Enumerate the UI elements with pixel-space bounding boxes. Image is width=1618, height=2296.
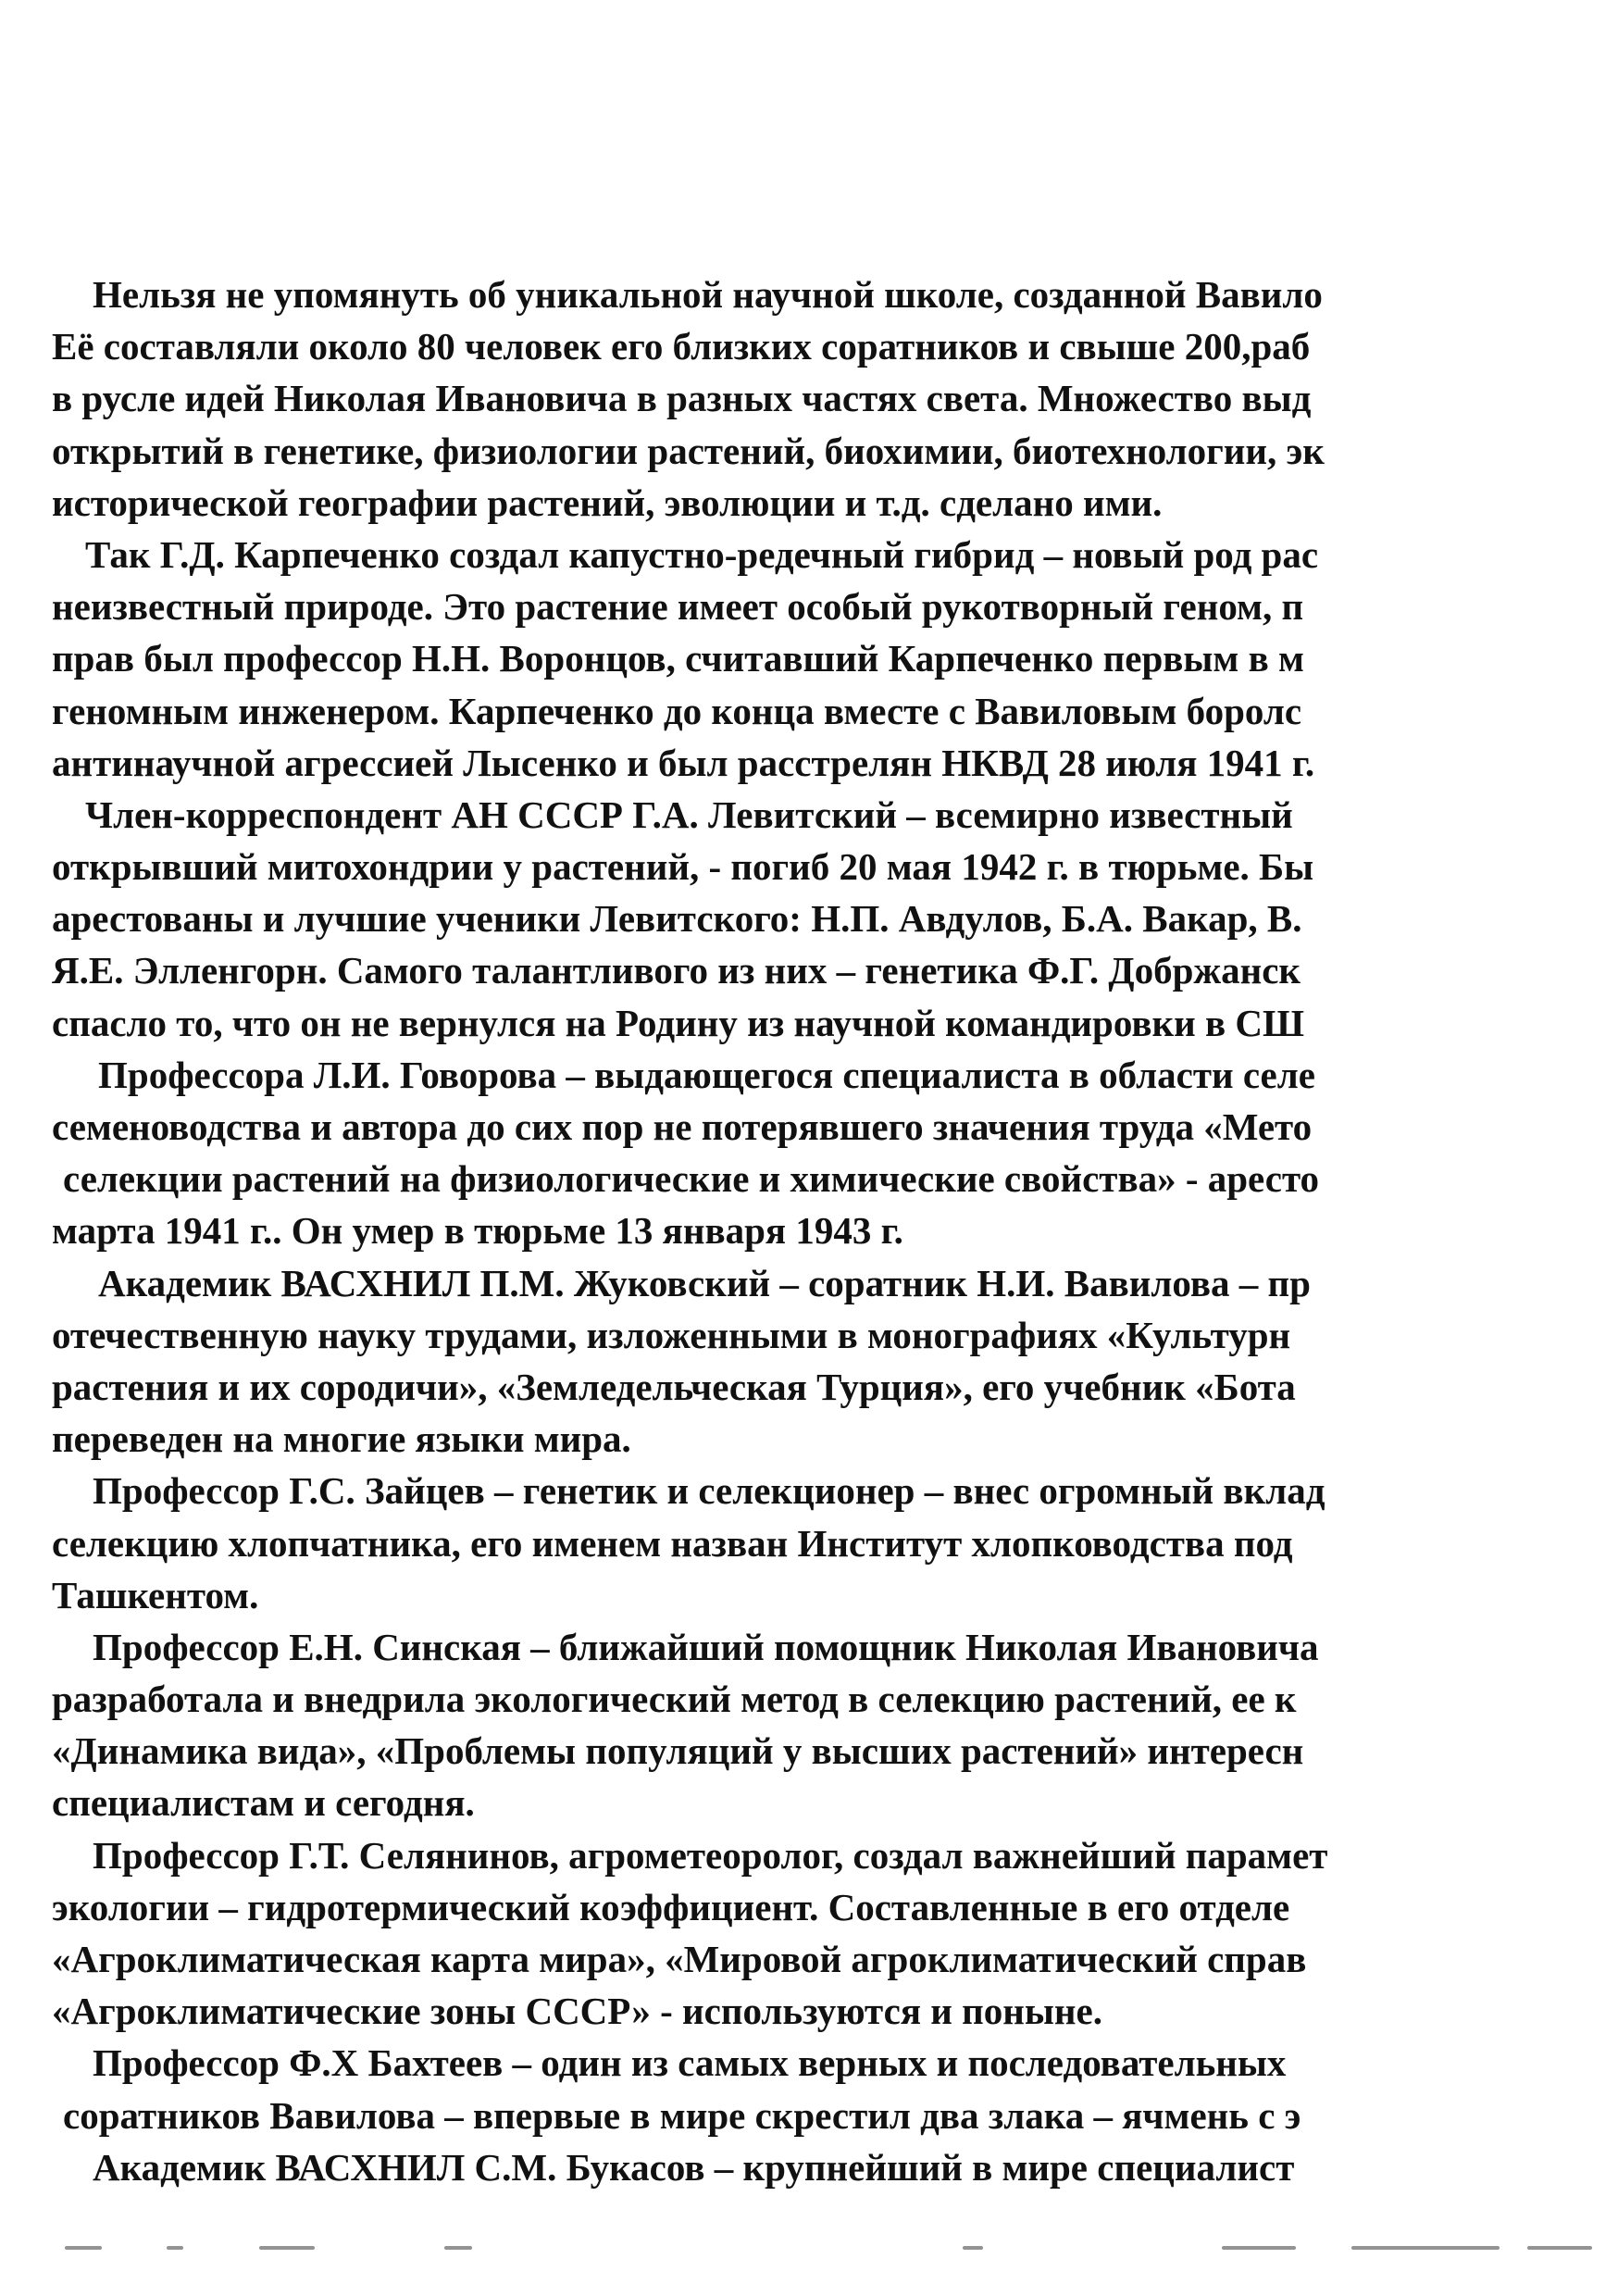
scan-artifact-mark xyxy=(444,2246,472,2250)
text-line: Профессор Г.Т. Селянинов, агрометеоролог, создал важнейший парамет xyxy=(93,1833,1328,1877)
text-line: Академик ВАСХНИЛ С.М. Букасов – крупнейший в мире специалист xyxy=(93,2145,1295,2189)
text-line: Нельзя не упомянуть об уникальной научной школе, созданной Вавило xyxy=(93,273,1323,316)
text-line: прав был профессор Н.Н. Воронцов, считавший Карпеченко первым в м xyxy=(52,637,1304,680)
text-line: растения и их сородичи», «Земледельческая Турция», его учебник «Бота xyxy=(52,1365,1296,1408)
scan-artifact-mark xyxy=(259,2246,315,2250)
text-line: «Динамика вида», «Проблемы популяций у высших растений» интересн xyxy=(52,1729,1304,1773)
text-line: арестованы и лучшие ученики Левитского: Н.П. Авдулов, Б.А. Вакар, В. xyxy=(52,897,1302,941)
text-line: марта 1941 г.. Он умер в тюрьме 13 января 1943 г. xyxy=(52,1209,903,1253)
text-line: переведен на многие языки мира. xyxy=(52,1417,631,1461)
text-line: семеноводства и автора до сих пор не потерявшего значения труда «Мето xyxy=(52,1105,1313,1148)
text-line: «Агроклиматические зоны СССР» - используются и поныне. xyxy=(52,1990,1102,2033)
scan-artifact-mark xyxy=(963,2246,983,2250)
scan-artifact-mark xyxy=(1527,2246,1592,2250)
text-line: спасло то, что он не вернулся на Родину из научной командировки в СШ xyxy=(52,1001,1304,1044)
text-line: разработала и внедрила экологический метод в селекцию растений, ее к xyxy=(52,1678,1297,1721)
text-line: Профессор Г.С. Зайцев – генетик и селекционер – внес огромный вклад xyxy=(93,1469,1326,1513)
text-line: Профессора Л.И. Говорова – выдающегося специалиста в области селе xyxy=(98,1053,1315,1096)
text-line: Её составляли около 80 человек его близких соратников и свыше 200,раб xyxy=(52,325,1311,368)
text-line: геномным инженером. Карпеченко до конца вместе с Вавиловым боролс xyxy=(52,689,1302,732)
text-line: Я.Е. Элленгорн. Самого талантливого из них – генетика Ф.Г. Добржанск xyxy=(52,949,1301,992)
scan-artifact-mark xyxy=(1222,2246,1296,2250)
scan-artifact-bottom-edge xyxy=(56,2242,1611,2255)
text-line: Член-корреспондент АН СССР Г.А. Левитский – всемирно известный xyxy=(85,792,1293,836)
text-line: специалистам и сегодня. xyxy=(52,1781,475,1825)
text-line: Ташкентом. xyxy=(52,1573,259,1616)
text-line: экологии – гидротермический коэффициент. Составленные в его отделе xyxy=(52,1885,1290,1928)
scan-artifact-mark xyxy=(1351,2246,1500,2250)
scan-artifact-mark xyxy=(65,2246,102,2250)
text-line: открывший митохондрии у растений, - погиб 20 мая 1942 г. в тюрьме. Бы xyxy=(52,845,1314,889)
text-line: отечественную науку трудами, изложенными в монографиях «Культурн xyxy=(52,1313,1291,1356)
text-line: селекции растений на физиологические и химические свойства» - аресто xyxy=(63,1157,1320,1201)
text-line: Академик ВАСХНИЛ П.М. Жуковский – соратник Н.И. Вавилова – пр xyxy=(98,1261,1311,1304)
text-line: Так Г.Д. Карпеченко создал капустно-редечный гибрид – новый род рас xyxy=(85,532,1319,576)
text-line: антинаучной агрессией Лысенко и был расстрелян НКВД 28 июля 1941 г. xyxy=(52,741,1315,784)
text-line: исторической географии растений, эволюции и т.д. сделано ими. xyxy=(52,480,1163,524)
text-line: соратников Вавилова – впервые в мире скрестил два злака – ячмень с э xyxy=(63,2093,1301,2137)
text-line: Профессор Е.Н. Синская – ближайший помощник Николая Ивановича xyxy=(93,1625,1319,1668)
text-line: «Агроклиматическая карта мира», «Мировой агроклиматический справ xyxy=(52,1938,1307,1980)
text-line: Профессор Ф.Х Бахтеев – один из самых верных и последовательных xyxy=(93,2041,1287,2085)
scan-artifact-mark xyxy=(167,2246,183,2250)
text-line: селекцию хлопчатника, его именем назван Институт хлопководства под xyxy=(52,1521,1293,1565)
text-line: неизвестный природе. Это растение имеет особый рукотворный геном, п xyxy=(52,585,1304,629)
body-text xyxy=(52,268,1618,2193)
text-line: открытий в генетике, физиологии растений, биохимии, биотехнологии, эк xyxy=(52,429,1325,472)
text-line: в русле идей Николая Ивановича в разных частях света. Множество выд xyxy=(52,377,1312,420)
